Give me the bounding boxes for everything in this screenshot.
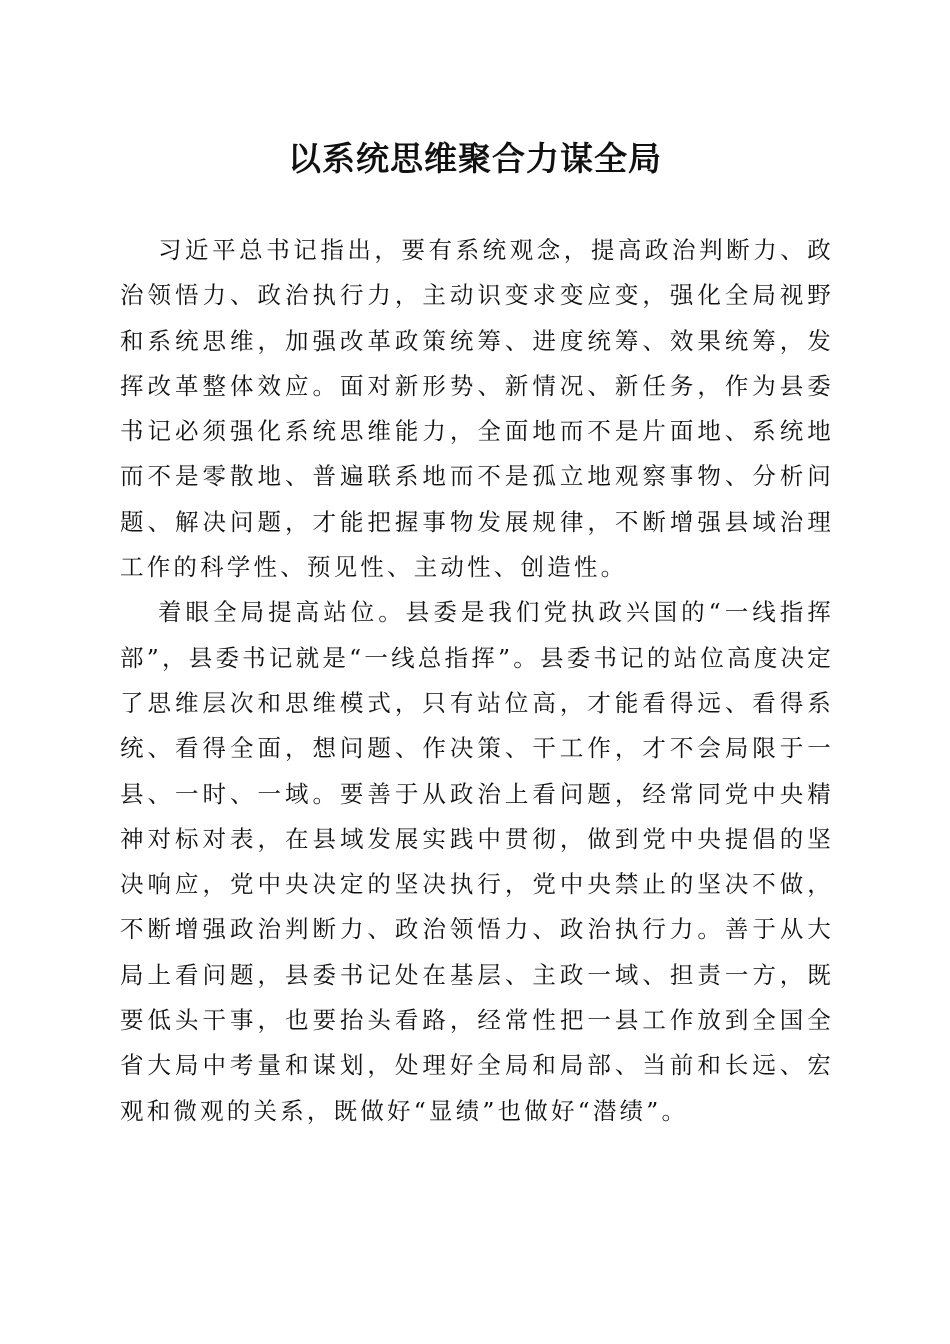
paragraph-line: 领悟力、政治执行力，主动识变求变应变，强化全局视野和系 bbox=[120, 281, 835, 355]
paragraph-line: 对表，在县域发展实践中贯彻，做到党中央提倡的坚决响应， bbox=[120, 824, 834, 899]
paragraph-line: 才能把握事物发展规律，不断增强县域治理工作的科学性、预 bbox=[120, 507, 834, 582]
paragraph-2 bbox=[120, 590, 834, 1134]
paragraph-line: 统、看得全面，想问题、作决策、干工作，才不会局限于一县、 bbox=[120, 734, 834, 808]
document-body bbox=[120, 228, 834, 1134]
paragraph-line: 强化系统思维能力，全面地而不是片面地、系统地而不是零散 bbox=[120, 417, 834, 491]
paragraph-line: 做好“显绩”也做好“潜绩”。 bbox=[360, 1096, 689, 1125]
paragraph-line: 要抬头看路，经常性把一县工作放到全国全省大局中考量和谋 bbox=[120, 1006, 834, 1080]
paragraph-line: 划，处理好全局和局部、当前和长远、宏观和微观的关系，既 bbox=[120, 1051, 834, 1125]
paragraph-line: 地、普遍联系地而不是孤立地观察事物、分析问题、解决问题， bbox=[120, 462, 835, 536]
paragraph-line: 统思维，加强改革政策统筹、进度统筹、效果统筹，发挥改革 bbox=[120, 326, 834, 400]
paragraph-line: 定了思维层次和思维模式，只有站位高，才能看得远、看得系 bbox=[120, 643, 834, 717]
paragraph-line: 整体效应。面对新形势、新情况、新任务，作为县委书记必须 bbox=[120, 371, 834, 446]
paragraph-line: 习近平总书记指出，要有系统观念，提高政治判断力、政治 bbox=[120, 236, 834, 310]
paragraph-line: 县委书记处在基层、主政一域、担责一方，既要低头干事，也 bbox=[120, 960, 834, 1035]
paragraph-line: 党中央决定的坚决执行，党中央禁止的坚决不做，不断增强政 bbox=[120, 870, 834, 944]
paragraph-line: 着眼全局提高站位。县委是我们党执政兴国的“一线指挥 bbox=[158, 598, 834, 627]
paragraph-line: 部”，县委书记就是“一线总指挥”。县委书记的站位高度决 bbox=[120, 643, 808, 672]
paragraph-line: 见性、主动性、创造性。 bbox=[333, 553, 628, 582]
paragraph-line: 一时、一域。要善于从政治上看问题，经常同党中央精神对标 bbox=[120, 779, 834, 853]
document-title: 以系统思维聚合力谋全局 bbox=[288, 139, 662, 178]
paragraph-line: 治判断力、政治领悟力、政治执行力。善于从大局上看问题， bbox=[120, 915, 835, 989]
paragraph-1 bbox=[120, 228, 834, 590]
